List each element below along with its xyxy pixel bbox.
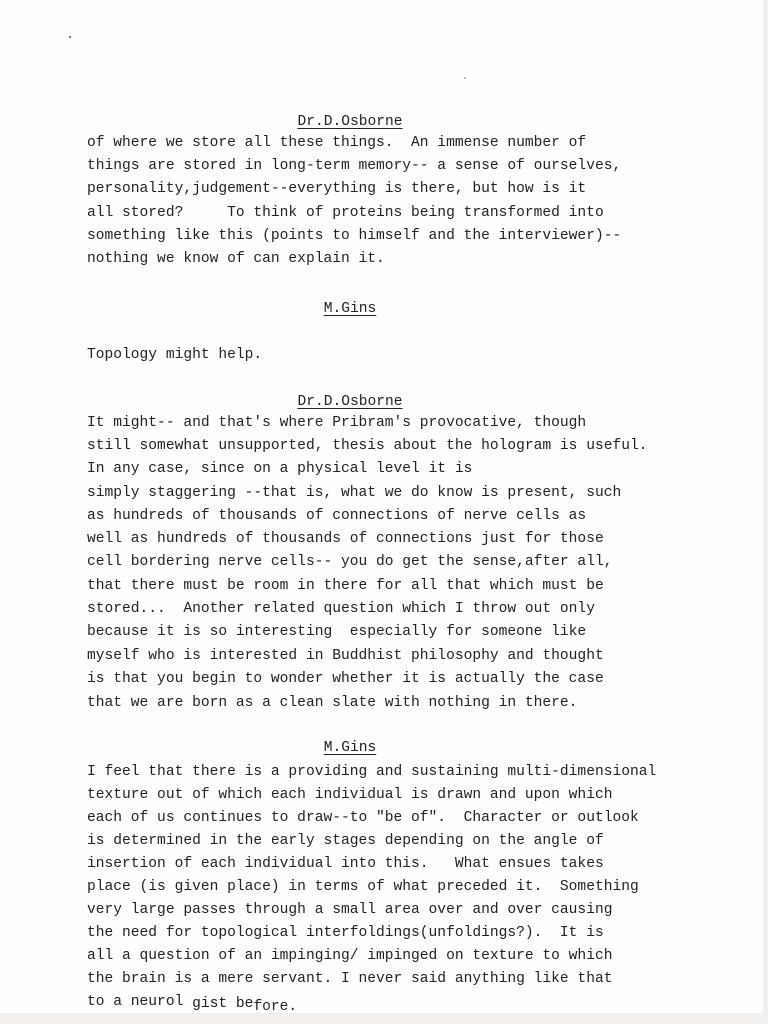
text-line: simply staggering --that is, what we do know is present, such: [87, 485, 622, 501]
text-line: is that you begin to wonder whether it is actually the case: [87, 671, 604, 687]
text-line: each of us continues to draw--to "be of". Character or outlook: [87, 810, 639, 826]
text-line: personality,judgement--everything is there, but how is it: [87, 181, 587, 197]
text-line: that we are born as a clean slate with nothing in there.: [87, 695, 578, 711]
text-line: all stored? To think of proteins being transformed into: [87, 205, 604, 221]
text-line: well as hundreds of thousands of connections just for those: [87, 531, 604, 547]
text-line: very large passes through a small area over and over causing: [87, 902, 613, 918]
text-line-last: [87, 993, 298, 1015]
text-line: things are stored in long-term memory-- a sense of ourselves,: [87, 158, 622, 174]
text-line: all a question of an impinging/ impinged on texture to which: [87, 948, 613, 964]
text-line: stored... Another related question which I throw out only: [87, 601, 595, 617]
text-line: texture out of which each individual is drawn and upon which: [87, 787, 613, 803]
text-line: something like this (points to himself and the interviewer)--: [87, 228, 622, 244]
scan-speck: [69, 36, 71, 38]
text-line: the need for topological interfoldings(unfoldings?). It is: [87, 925, 604, 941]
speaker-heading: [0, 393, 700, 411]
text-fragment: to a neurol: [87, 994, 193, 1010]
text-line: of where we store all these things. An immense number of: [87, 135, 587, 151]
text-line: the brain is a mere servant. I never said anything like that: [87, 971, 613, 987]
scan-speck: [464, 77, 466, 79]
text-line: In any case, since on a physical level it is: [87, 461, 473, 477]
text-line: insertion of each individual into this. What ensues takes: [87, 856, 604, 872]
text-line: cell bordering nerve cells-- you do get the sense,after all,: [87, 554, 613, 570]
text-line: because it is so interesting especially for someone like: [87, 624, 587, 640]
speaker-name: M.Gins: [323, 740, 377, 756]
text-line: Topology might help.: [87, 347, 263, 363]
speaker-name: Dr.D.Osborne: [297, 394, 403, 410]
text-line: still somewhat unsupported, thesis about the hologram is useful.: [87, 438, 648, 454]
text-fragment: gist be: [192, 996, 254, 1012]
text-line: I feel that there is a providing and sustaining multi-dimensional: [87, 764, 657, 780]
speaker-name: Dr.D.Osborne: [297, 114, 403, 130]
text-line: It might-- and that's where Pribram's provocative, though: [87, 415, 587, 431]
text-line: nothing we know of can explain it.: [87, 251, 385, 267]
text-line: that there must be room in there for all that which must be: [87, 578, 604, 594]
speaker-heading: [0, 739, 700, 757]
text-line: is determined in the early stages depending on the angle of: [87, 833, 604, 849]
speaker-heading: [0, 300, 700, 318]
speaker-name: M.Gins: [323, 301, 377, 317]
text-line: myself who is interested in Buddhist philosophy and thought: [87, 648, 604, 664]
text-line: place (is given place) in terms of what preceded it. Something: [87, 879, 639, 895]
speaker-heading: [0, 113, 700, 131]
text-fragment: fore.: [253, 999, 298, 1015]
text-line: as hundreds of thousands of connections of nerve cells as: [87, 508, 587, 524]
